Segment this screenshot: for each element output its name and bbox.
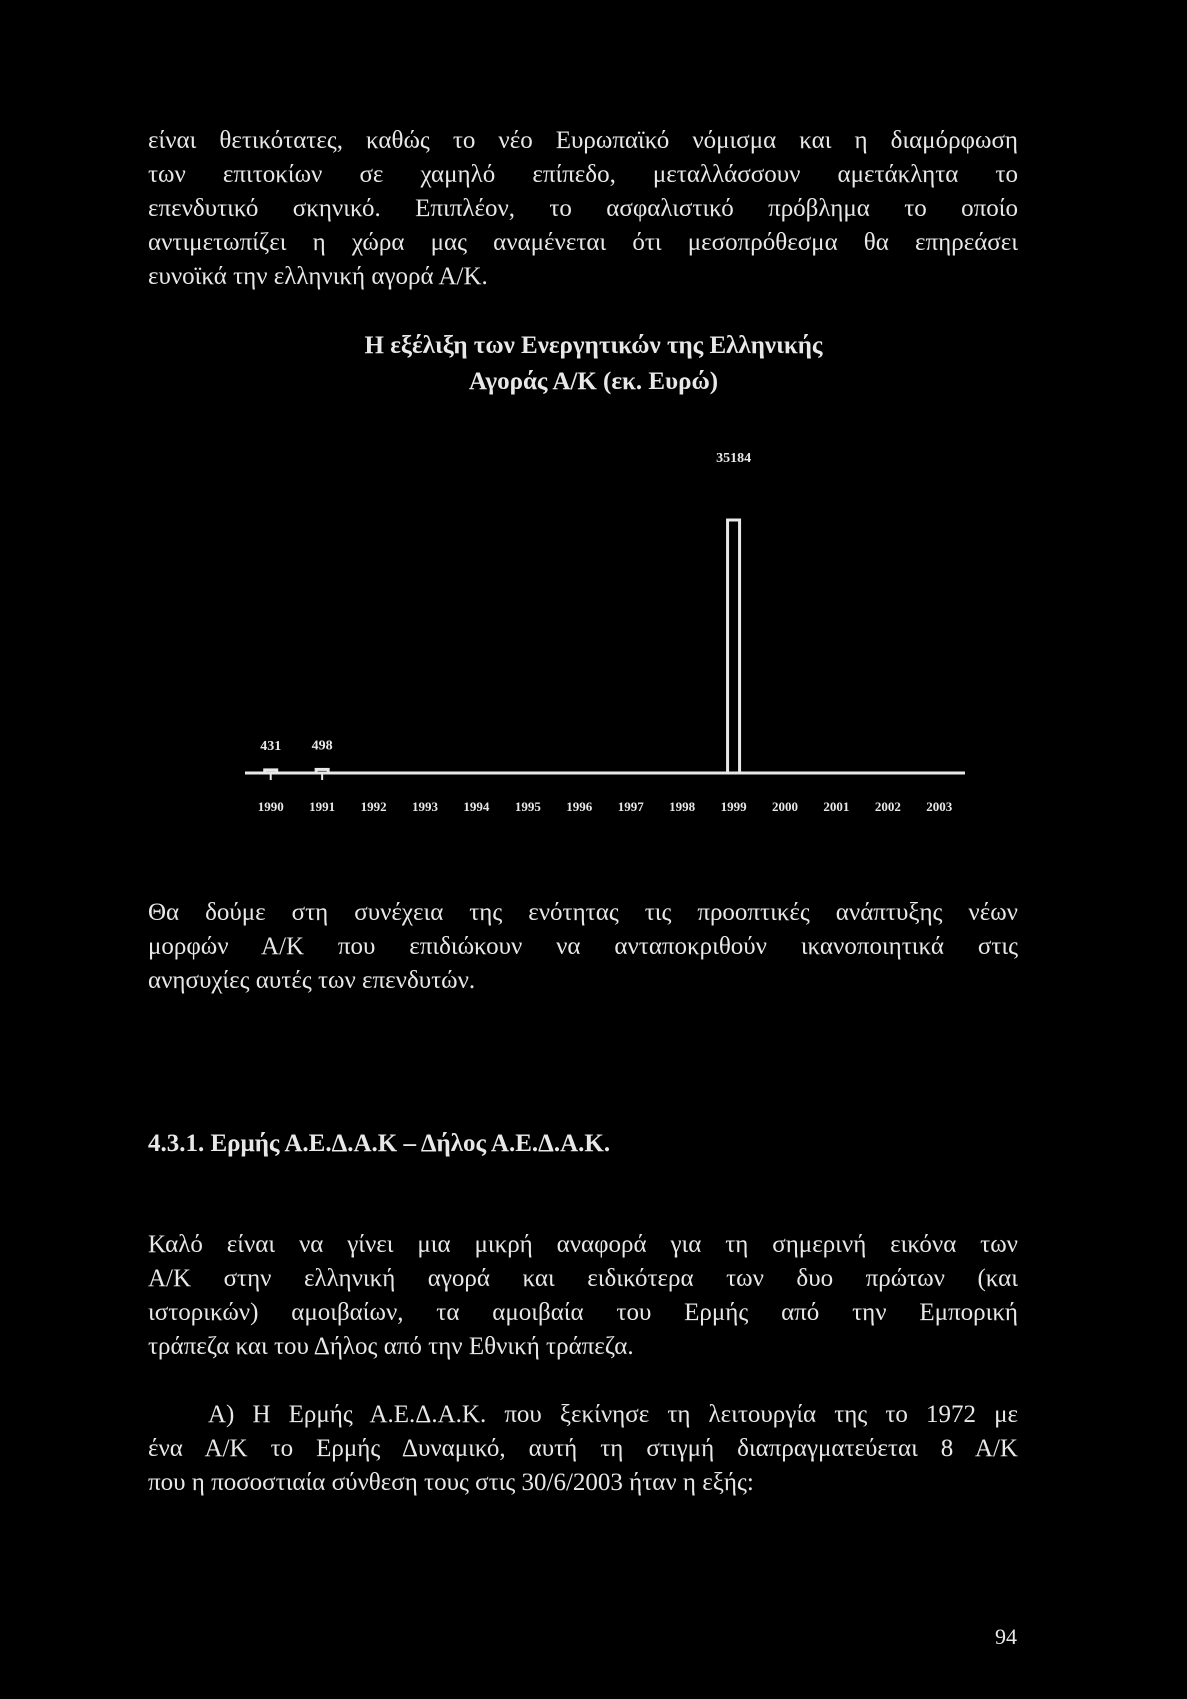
text-line: ένα Α/Κ το Ερμής Δυναμικό, αυτή τη στιγμή διαπραγματεύεται 8 Α/Κ <box>148 1435 1018 1462</box>
text-line: τράπεζα και του Δήλος από την Εθνική τράπεζα. <box>148 1333 634 1360</box>
text-line: των επιτοκίων σε χαμηλό επίπεδο, μεταλλάσσουν αμετάκλητα το <box>148 161 1018 188</box>
text-line: ιστορικών) αμοιβαίων, τα αμοιβαία του Ερμής από την Εμπορική <box>148 1299 1018 1326</box>
x-tick-label-1998: 1998 <box>669 799 696 814</box>
x-tick-label-1992: 1992 <box>360 799 387 814</box>
hermes-paragraph <box>148 1398 1018 1500</box>
text-line: μορφών Α/Κ που επιδιώκουν να ανταποκριθούν ικανοποιητικά στις <box>148 933 1018 960</box>
history-paragraph <box>148 1228 1018 1364</box>
chart-title-line-1: Η εξέλιξη των Ενεργητικών της Ελληνικής <box>364 332 823 359</box>
text-line: είναι θετικότατες, καθώς το νέο Ευρωπαϊκό νόμισμα και η διαμόρφωση <box>148 127 1018 154</box>
text-line: Θα δούμε στη συνέχεια της ενότητας τις προοπτικές ανάπτυξης νέων <box>148 899 1018 926</box>
intro-paragraph <box>148 124 1018 294</box>
text-line: Α) Η Ερμής Α.Ε.Δ.Α.Κ. που ξεκίνησε τη λειτουργία της το 1972 με <box>208 1401 1018 1428</box>
x-tick-label-1994: 1994 <box>463 799 490 814</box>
section-heading: 4.3.1. Ερμής Α.Ε.Δ.Α.Κ – Δήλος Α.Ε.Δ.Α.Κ. <box>148 1130 611 1157</box>
data-label-1991: 498 <box>311 738 333 754</box>
x-tick-label-2000: 2000 <box>772 799 798 814</box>
chart-title <box>0 328 1187 400</box>
bar-1990 <box>265 770 277 773</box>
x-tick-label-2003: 2003 <box>926 799 953 814</box>
x-tick-label-1993: 1993 <box>412 799 438 814</box>
text-line: αντιμετωπίζει η χώρα μας αναμένεται ότι μεσοπρόθεσμα θα επηρεάσει <box>148 229 1018 256</box>
text-line: που η ποσοστιαία σύνθεση τους στις 30/6/2003 ήταν η εξής: <box>148 1469 754 1496</box>
text-line: Α/Κ στην ελληνική αγορά και ειδικότερα των δυο πρώτων (και <box>148 1265 1018 1292</box>
chart-title-line-2: Αγοράς Α/Κ (εκ. Ευρώ) <box>468 368 719 395</box>
x-tick-label-1996: 1996 <box>566 799 593 814</box>
assets-bar-chart <box>0 440 1187 840</box>
bar-1999 <box>728 520 740 773</box>
x-tick-label-1991: 1991 <box>309 799 336 814</box>
x-tick-label-1995: 1995 <box>514 799 541 814</box>
data-label-1999: 35184 <box>716 451 752 466</box>
x-tick-label-2001: 2001 <box>823 799 850 814</box>
x-tick-label-1999: 1999 <box>720 799 747 814</box>
text-line: Καλό είναι να γίνει μια μικρή αναφορά για τη σημερινή εικόνα των <box>148 1231 1018 1258</box>
x-tick-label-2002: 2002 <box>874 799 901 814</box>
x-tick-label-1990: 1990 <box>257 799 284 814</box>
text-line: ανησυχίες αυτές των επενδυτών. <box>148 967 476 994</box>
data-label-1990: 431 <box>260 738 282 754</box>
bar-1991 <box>316 769 328 773</box>
text-line: ευνοϊκά την ελληνική αγορά Α/Κ. <box>148 263 488 290</box>
page-number: 94 <box>995 1624 1017 1649</box>
outlook-paragraph <box>148 896 1018 998</box>
x-tick-label-1997: 1997 <box>617 799 644 814</box>
text-line: επενδυτικό σκηνικό. Επιπλέον, το ασφαλιστικό πρόβλημα το οποίο <box>148 195 1018 222</box>
